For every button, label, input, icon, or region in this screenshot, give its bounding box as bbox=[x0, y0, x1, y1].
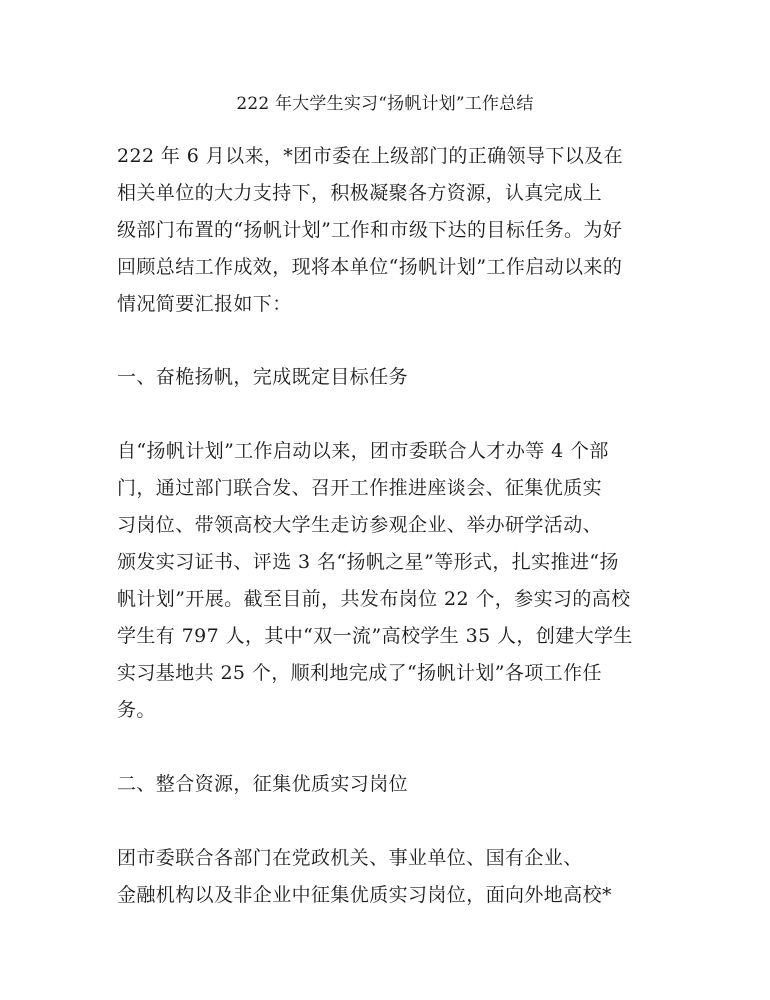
document-title: 222 年大学生实习“扬帆计划”工作总结 bbox=[236, 94, 534, 114]
text-line: 习岗位、带领高校大学生走访参观企业、举办研学活动、 bbox=[117, 514, 603, 536]
text-line: 实习基地共 25 个，顺利地完成了“扬帆计划”各项工作任 bbox=[117, 662, 602, 684]
section-heading-2 bbox=[117, 766, 662, 803]
heading-text: 二、整合资源，征集优质实习岗位 bbox=[117, 773, 409, 795]
text-line: 回顾总结工作成效，现将本单位“扬帆计划”工作启动以来的 bbox=[117, 256, 623, 278]
text-line: 帆计划”开展。截至目前，共发布岗位 22 个，参实习的高校 bbox=[117, 588, 631, 610]
text-line: 相关单位的大力支持下，积极凝聚各方资源，认真完成上 bbox=[117, 182, 603, 204]
text-line: 情况简要汇报如下： bbox=[117, 293, 292, 315]
text-line: 团市委联合各部门在党政机关、事业单位、国有企业、 bbox=[117, 847, 583, 869]
section-heading-1 bbox=[117, 359, 662, 396]
text-line: 颁发实习证书、评选 3 名“扬帆之星”等形式，扎实推进“扬 bbox=[117, 551, 619, 573]
paragraph-section-1 bbox=[117, 433, 662, 729]
paragraph-section-2 bbox=[117, 840, 662, 914]
text-line: 金融机构以及非企业中征集优质实习岗位，面向外地高校* bbox=[117, 884, 612, 906]
text-line: 门，通过部门联合发、召开工作推进座谈会、征集优质实 bbox=[117, 477, 603, 499]
text-line: 学生有 797 人，其中“双一流”高校学生 35 人，创建大学生 bbox=[117, 625, 633, 647]
text-line: 级部门布置的“扬帆计划”工作和市级下达的目标任务。为好 bbox=[117, 219, 623, 241]
paragraph-intro bbox=[117, 138, 662, 323]
text-line: 222 年 6 月以来，*团市委在上级部门的正确领导下以及在 bbox=[117, 145, 623, 167]
heading-text: 一、奋桅扬帆，完成既定目标任务 bbox=[117, 366, 409, 388]
text-line: 自“扬帆计划”工作启动以来，团市委联合人才办等 4 个部 bbox=[117, 440, 609, 462]
text-line: 务。 bbox=[117, 699, 156, 721]
